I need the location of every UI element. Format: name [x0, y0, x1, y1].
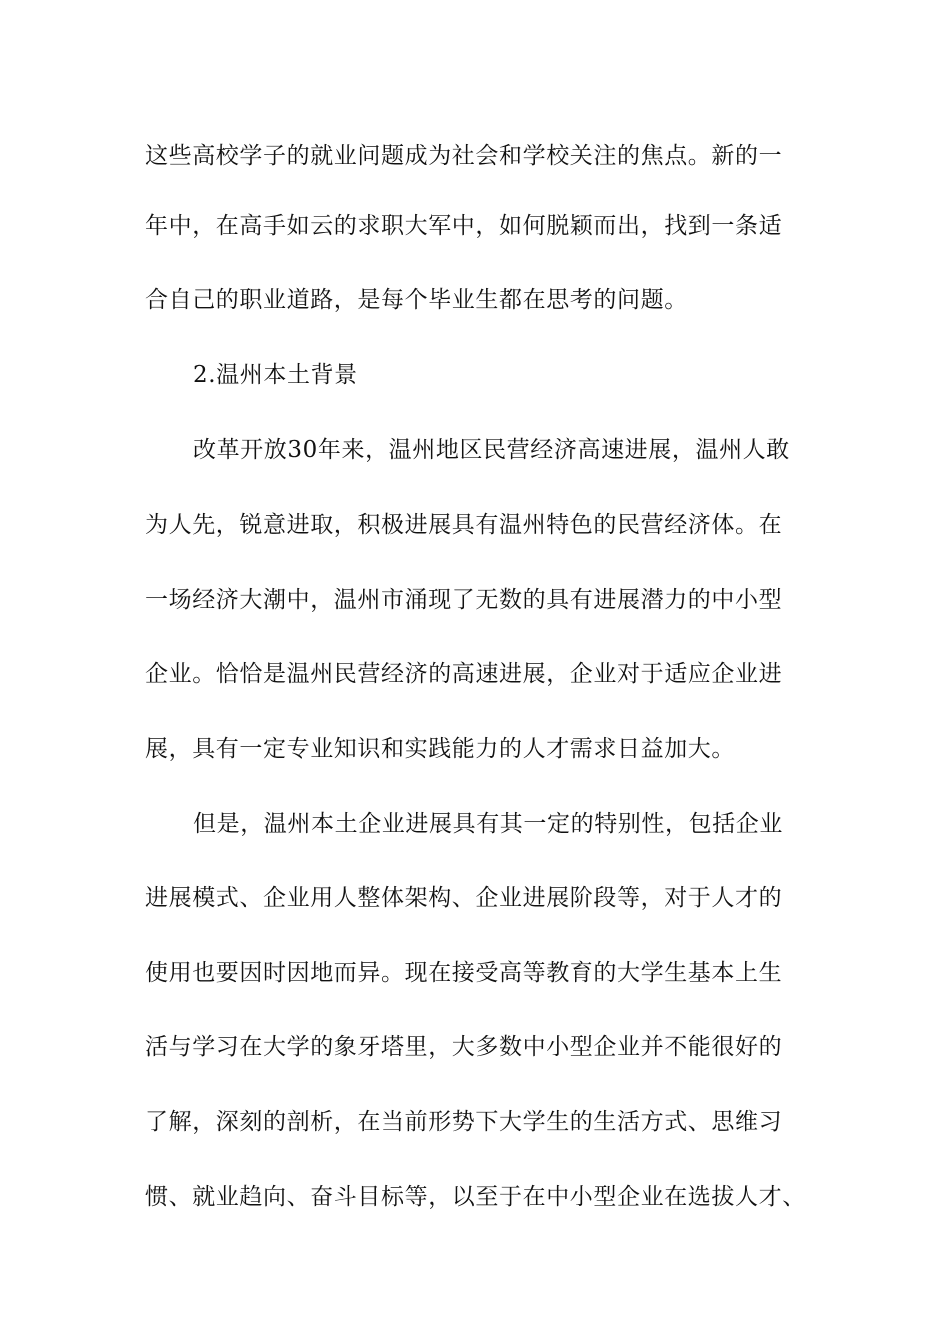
- text-line: 活与学习在大学的象牙塔里，大多数中小型企业并不能很好的: [145, 1034, 783, 1060]
- text-line: 展，具有一定专业知识和实践能力的人才需求日益加大。: [145, 736, 735, 762]
- text-line: 但是，温州本土企业进展具有其一定的特别性，包括企业: [193, 811, 783, 837]
- text-line: 进展模式、企业用人整体架构、企业进展阶段等，对于人才的: [145, 885, 783, 911]
- text-line: 年中，在高手如云的求职大军中，如何脱颖而出，找到一条适: [145, 213, 783, 239]
- text-line: 了解，深刻的剖析，在当前形势下大学生的生活方式、思维习: [145, 1109, 783, 1135]
- text-line: 合自己的职业道路，是每个毕业生都在思考的问题。: [145, 287, 688, 313]
- text-line: 为人先，锐意进取，积极进展具有温州特色的民营经济体。在: [145, 512, 783, 538]
- section-heading: 2.温州本土背景: [193, 362, 358, 388]
- text-line: 改革开放30年来，温州地区民营经济高速进展，温州人敢: [193, 437, 790, 463]
- text-line: 企业。恰恰是温州民营经济的高速进展，企业对于适应企业进: [145, 661, 783, 687]
- text-line: 惯、就业趋向、奋斗目标等，以至于在中小型企业在选拔人才、: [145, 1184, 806, 1210]
- text-line: 这些高校学子的就业问题成为社会和学校关注的焦点。新的一: [145, 143, 783, 169]
- text-line: 使用也要因时因地而异。现在接受高等教育的大学生基本上生: [145, 960, 783, 986]
- text-line: 一场经济大潮中，温州市涌现了无数的具有进展潜力的中小型: [145, 587, 783, 613]
